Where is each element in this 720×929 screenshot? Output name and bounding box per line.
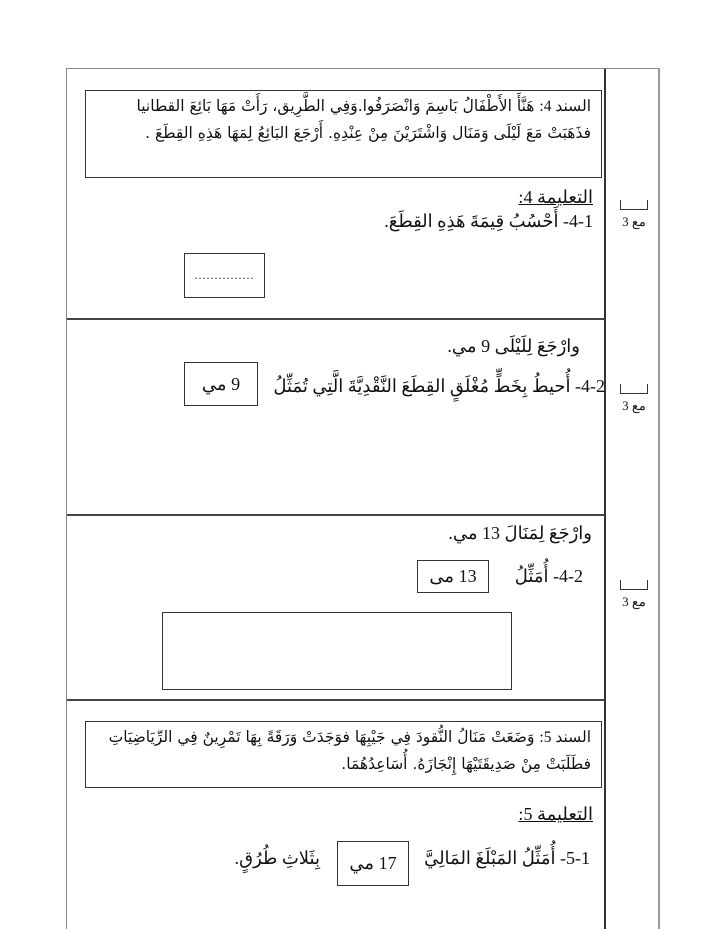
sanad-4-box — [85, 90, 602, 178]
sanad-4-text: هَنَّأَ الأَطْفَالُ بَاسِمَ وَانْصَرَفُوا.وَفِي الطَّرِيق، رَأَتْ مَهَا بَائِعَ القطانيا فذَهَبَتْ مَعَ لَيْلَى وَمَنَال وَاشْتَرَيْنَ مِنْ عِنْدِهِ. أَرْجَعَ البَائِعُ لِمَهَا هَذِهِ القِطَعَ . — [136, 97, 591, 142]
section-divider — [67, 318, 605, 320]
instruction-5-heading: التعليمة 5: — [518, 804, 593, 824]
sanad-5-label: السند 5: — [539, 729, 591, 746]
score-marker-4-2 — [614, 384, 654, 414]
section-divider — [67, 514, 605, 516]
sanad-5-text: وَضَعَتْ مَنَالُ النُّقودَ فِي جَيْبِهَا فوَجَدَتْ وَرَقَةً بِهَا تَمْرِينٌ فِي الرِّيَاضِيَاتِ فطَلَبَتْ مِنْ صَدِيقَتَيْهَا إِنْجَازَهُ. أُسَاعِدُهُمَا. — [108, 728, 591, 773]
amount-13-value: 13 مى — [429, 566, 477, 586]
score-label: مع 3 — [622, 398, 646, 413]
question-4-1: 4-1- أَحْسُبُ قِيمَةَ هَذِهِ القِطَعَ. — [384, 211, 593, 231]
amount-13-box — [417, 560, 489, 593]
section-divider — [67, 699, 605, 701]
amount-9-box — [184, 362, 258, 406]
question-4-3: 4-2- أُمَثِّلُ — [514, 566, 583, 586]
amount-9-value: 9 مي — [201, 373, 241, 394]
score-marker-4-3 — [614, 580, 654, 610]
question-5-1-end: بِثَلاثِ طُرُقٍ. — [234, 848, 320, 868]
amount-17-box — [337, 841, 409, 886]
score-label: مع 3 — [622, 594, 646, 609]
score-column-divider — [604, 69, 606, 929]
instruction-4-heading: التعليمة 4: — [518, 187, 593, 207]
score-label: مع 3 — [622, 214, 646, 229]
amount-17-value: 17 مي — [349, 853, 397, 873]
answer-4-1-placeholder: ............... — [194, 268, 255, 282]
answer-4-1-box[interactable] — [184, 253, 265, 298]
question-5-1-start: 5-1- أُمَثِّلُ المَبْلَغَ المَالِيَّ — [424, 848, 590, 868]
manal-line: وارْجَعَ لِمَنَالَ 13 مي. — [448, 523, 592, 543]
score-bracket-icon — [620, 200, 648, 210]
sanad-4-label: السند 4: — [539, 98, 591, 115]
sanad-5-box — [85, 721, 602, 788]
laila-line: وارْجَعَ لِلَيْلَى 9 مي. — [447, 336, 580, 356]
answer-4-3-box[interactable] — [162, 612, 512, 690]
score-marker-4-1 — [614, 200, 654, 230]
score-bracket-icon — [620, 384, 648, 394]
question-4-2: 4-2- أُحيطُ بِخَطٍّ مُغْلَقٍ القِطَعَ النَّقْدِيَّةَ الَّتِي تُمَثِّلُ — [273, 376, 605, 396]
score-bracket-icon — [620, 580, 648, 590]
